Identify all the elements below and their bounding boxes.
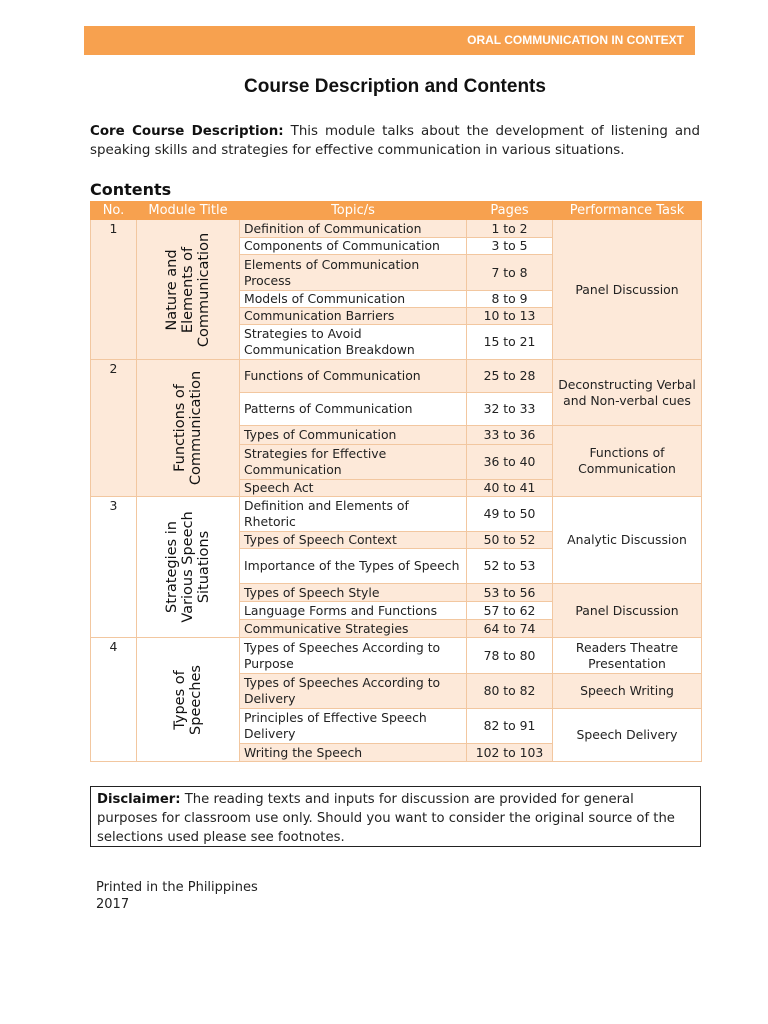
table-row: [91, 220, 702, 238]
task-cell: Panel Discussion: [553, 220, 702, 360]
pages-cell: 82 to 91: [467, 709, 553, 744]
topic-cell: Functions of Communication: [240, 360, 467, 393]
pages-cell: 49 to 50: [467, 497, 553, 532]
topic-cell: Definition of Communication: [240, 220, 467, 238]
module-title-line: Situations: [196, 530, 212, 604]
page-title: Course Description and Contents: [244, 76, 546, 97]
pages-cell: 10 to 13: [467, 308, 553, 325]
pages-cell: 36 to 40: [467, 445, 553, 480]
task-cell: Functions of Communication: [553, 426, 702, 497]
pages-cell: 33 to 36: [467, 426, 553, 445]
topic-cell: Models of Communication: [240, 291, 467, 308]
module-number: 3: [91, 497, 137, 638]
topic-cell: Strategies to Avoid Communication Breakdown: [240, 325, 467, 360]
module-title-line: Elements of: [180, 246, 196, 333]
description-text: This module talks about the development of listening and speaking skills and strategies for effective communication in various situations.: [90, 124, 701, 158]
disclaimer-text: The reading texts and inputs for discussion are provided for general purposes for classroom use only. Should you want to consider the original source of the selections used please see footnotes.: [97, 792, 675, 845]
table-row: [91, 497, 702, 532]
module-title-line: Types of: [172, 669, 188, 730]
module-number: 2: [91, 360, 137, 497]
printed-info: [96, 879, 258, 913]
topic-cell: Elements of Communication Process: [240, 255, 467, 291]
module-title-line: Speeches: [188, 664, 204, 735]
header-topics: Topic/s: [240, 202, 467, 220]
topic-cell: Components of Communication: [240, 238, 467, 255]
task-cell: Readers Theatre Presentation: [553, 638, 702, 674]
printed-year: 2017: [96, 897, 130, 912]
pages-cell: 8 to 9: [467, 291, 553, 308]
pages-cell: 3 to 5: [467, 238, 553, 255]
header-no: No.: [91, 202, 137, 220]
table-row: [91, 638, 702, 674]
module-title-line: Communication: [188, 370, 204, 486]
pages-cell: 80 to 82: [467, 674, 553, 709]
module-title: [137, 360, 240, 497]
module-title-line: Functions of: [172, 384, 188, 472]
pages-cell: 7 to 8: [467, 255, 553, 291]
disclaimer-label: Disclaimer:: [97, 792, 181, 807]
topic-cell: Strategies for Effective Communication: [240, 445, 467, 480]
task-cell: Panel Discussion: [553, 584, 702, 638]
topic-cell: Principles of Effective Speech Delivery: [240, 709, 467, 744]
module-title-line: Various Speech: [180, 511, 196, 623]
pages-cell: 53 to 56: [467, 584, 553, 602]
topic-cell: Writing the Speech: [240, 744, 467, 762]
module-title-line: Communication: [196, 232, 212, 347]
module-title-line: Nature and: [164, 248, 180, 331]
topic-cell: Definition and Elements of Rhetoric: [240, 497, 467, 532]
topic-cell: Speech Act: [240, 480, 467, 497]
task-cell: Deconstructing Verbal and Non-verbal cues: [553, 360, 702, 426]
topic-cell: Types of Communication: [240, 426, 467, 445]
course-description: [90, 122, 700, 160]
topic-cell: Communication Barriers: [240, 308, 467, 325]
task-cell: Speech Writing: [553, 674, 702, 709]
contents-table: [90, 201, 702, 762]
printed-location: Printed in the Philippines: [96, 880, 258, 895]
pages-cell: 50 to 52: [467, 532, 553, 549]
module-title: [137, 220, 240, 360]
disclaimer-box: [90, 786, 701, 847]
header-pages: Pages: [467, 202, 553, 220]
pages-cell: 102 to 103: [467, 744, 553, 762]
module-title: [137, 638, 240, 762]
pages-cell: 15 to 21: [467, 325, 553, 360]
pages-cell: 1 to 2: [467, 220, 553, 238]
topic-cell: Types of Speeches According to Delivery: [240, 674, 467, 709]
module-title: [137, 497, 240, 638]
module-number: 4: [91, 638, 137, 762]
header-performance-task: Performance Task: [553, 202, 702, 220]
pages-cell: 78 to 80: [467, 638, 553, 674]
module-number: 1: [91, 220, 137, 360]
pages-cell: 40 to 41: [467, 480, 553, 497]
topic-cell: Patterns of Communication: [240, 393, 467, 426]
pages-cell: 52 to 53: [467, 549, 553, 584]
pages-cell: 32 to 33: [467, 393, 553, 426]
topic-cell: Communicative Strategies: [240, 620, 467, 638]
module-title-line: Strategies in: [164, 521, 180, 613]
task-cell: Analytic Discussion: [553, 497, 702, 584]
table-row: [91, 360, 702, 393]
contents-heading: Contents: [90, 180, 172, 199]
header-banner: ORAL COMMUNICATION IN CONTEXT: [84, 26, 695, 55]
pages-cell: 25 to 28: [467, 360, 553, 393]
topic-cell: Types of Speech Context: [240, 532, 467, 549]
topic-cell: Language Forms and Functions: [240, 602, 467, 620]
topic-cell: Types of Speeches According to Purpose: [240, 638, 467, 674]
topic-cell: Importance of the Types of Speech: [240, 549, 467, 584]
task-cell: Speech Delivery: [553, 709, 702, 762]
header-module-title: Module Title: [137, 202, 240, 220]
topic-cell: Types of Speech Style: [240, 584, 467, 602]
description-label: Core Course Description:: [90, 124, 284, 139]
pages-cell: 57 to 62: [467, 602, 553, 620]
pages-cell: 64 to 74: [467, 620, 553, 638]
table-header-row: [91, 202, 702, 220]
